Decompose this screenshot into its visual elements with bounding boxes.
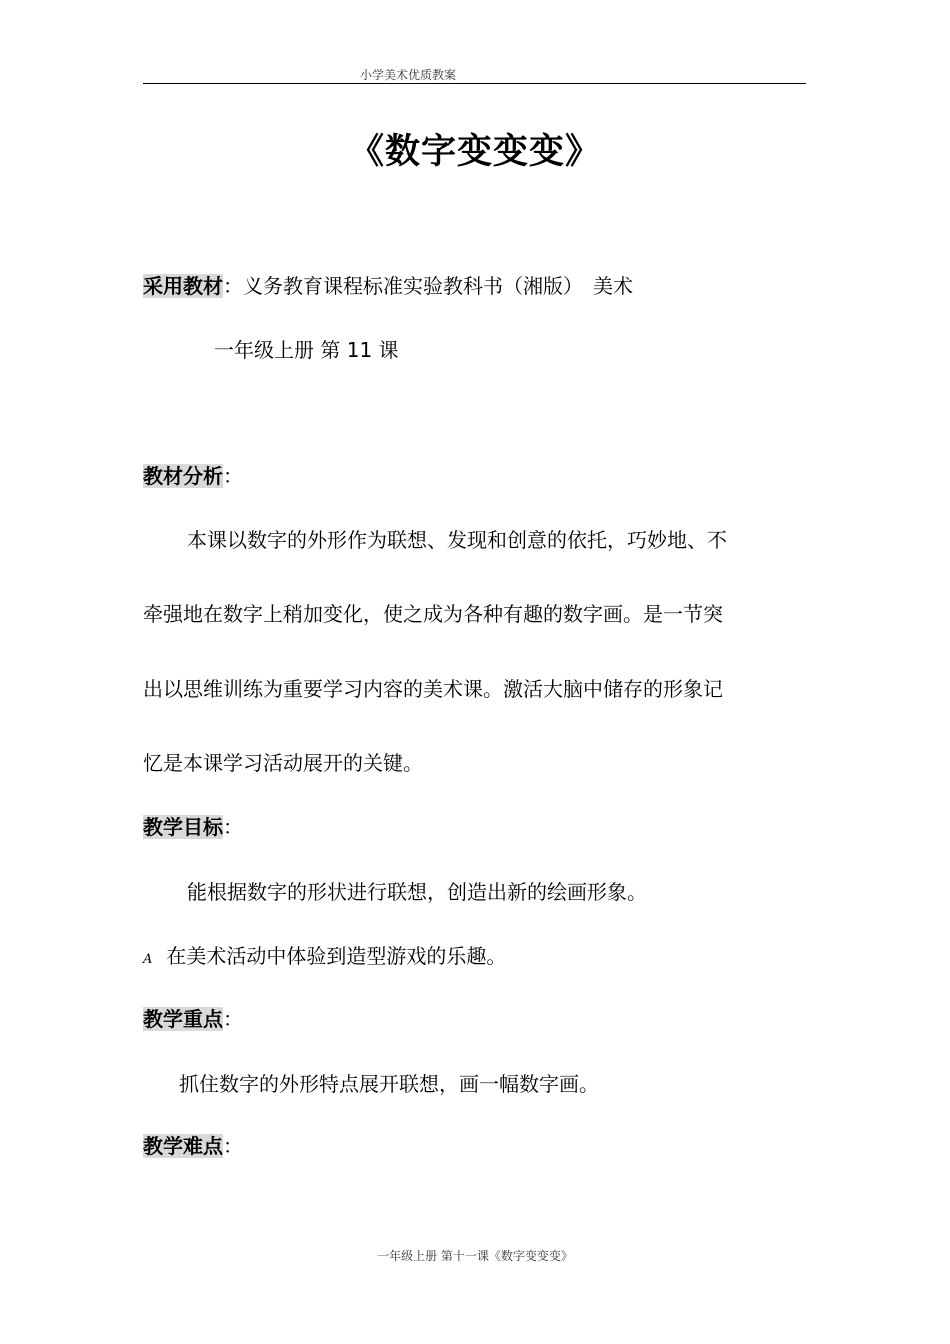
goals-item-2-text: 在美术活动中体验到造型游戏的乐趣。 — [166, 944, 507, 968]
analysis-paragraph-line: 忆是本课学习活动展开的关键。 — [143, 751, 423, 775]
goals-item-2 — [143, 940, 506, 969]
key-points-item: 抓住数字的外形特点展开联想，画一幅数字画。 — [179, 1072, 599, 1096]
header-divider — [143, 83, 806, 84]
key-points-label: 教学重点 — [143, 1007, 223, 1031]
goals-sep: ： — [223, 815, 243, 839]
analysis-sep: ： — [223, 464, 243, 488]
difficulties-heading — [143, 1130, 243, 1159]
bullet-marker: A — [143, 952, 153, 967]
difficulties-label: 教学难点 — [143, 1134, 223, 1158]
analysis-paragraph-line: 出以思维训练为重要学习内容的美术课。激活大脑中储存的形象记 — [143, 677, 723, 701]
analysis-heading — [143, 460, 243, 489]
textbook-sep: ： — [223, 274, 243, 298]
key-points-heading — [143, 1003, 243, 1032]
page-title: 《数字变变变》 — [348, 132, 601, 172]
textbook-line-2: 一年级上册 第 11 课 — [214, 338, 399, 362]
textbook-value: 义务教育课程标准实验教科书（湘版） 美术 — [243, 274, 633, 298]
textbook-label: 采用教材 — [143, 274, 223, 298]
analysis-paragraph-line: 牵强地在数字上稍加变化，使之成为各种有趣的数字画。是一节突 — [143, 602, 723, 626]
page-footer: 一年级上册 第十一课《数字变变变》 — [377, 1249, 573, 1263]
analysis-label: 教材分析 — [143, 464, 223, 488]
key-points-sep: ： — [223, 1007, 243, 1031]
goals-heading — [143, 811, 243, 840]
textbook-line — [143, 270, 633, 299]
goals-label: 教学目标 — [143, 815, 223, 839]
page-header: 小学美术优质教案 — [360, 68, 457, 82]
analysis-paragraph-line: 本课以数字的外形作为联想、发现和创意的依托，巧妙地、不 — [187, 528, 727, 552]
difficulties-sep: ： — [223, 1134, 243, 1158]
goals-item-1: 能根据数字的形状进行联想，创造出新的绘画形象。 — [187, 880, 647, 904]
